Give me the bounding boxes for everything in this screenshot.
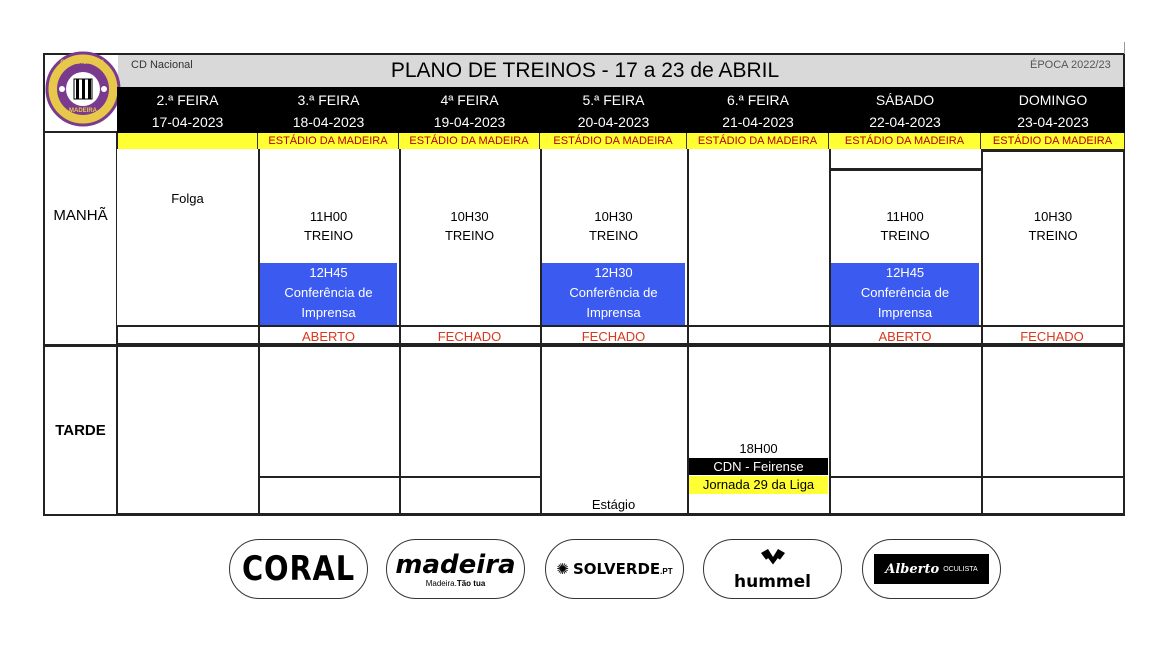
day-name: SÁBADO xyxy=(875,92,935,108)
venue-sat: ESTÁDIO DA MADEIRA xyxy=(829,133,981,149)
afternoon-bottom-line xyxy=(258,476,540,478)
press-line2: Imprensa xyxy=(586,305,641,320)
afternoon-col-line xyxy=(399,344,401,516)
day-header-wed xyxy=(399,87,540,133)
solverde-sun-icon: ✺ xyxy=(556,561,569,578)
day-name: 2.ª FEIRA xyxy=(156,92,219,108)
season-label: ÉPOCA 2022/23 xyxy=(1030,59,1111,71)
day-date: 22-04-2023 xyxy=(869,114,941,130)
status-tue: ABERTO xyxy=(258,325,401,345)
afternoon-fri-round: Jornada 29 da Liga xyxy=(689,476,828,494)
status-mon xyxy=(117,325,260,345)
day-date: 20-04-2023 xyxy=(577,114,650,130)
day-date: 17-04-2023 xyxy=(151,114,224,130)
day-header-mon xyxy=(117,87,258,133)
morning-sat-time: 11H00 xyxy=(886,209,924,224)
day-date: 23-04-2023 xyxy=(1017,114,1089,130)
afternoon-grid xyxy=(117,344,1125,516)
morning-cell-fri xyxy=(687,149,831,325)
status-sun: FECHADO xyxy=(981,325,1125,345)
solverde-logo-text: SOLVERDE xyxy=(572,560,661,578)
day-name: 6.ª FEIRA xyxy=(727,92,789,108)
press-time: 12H45 xyxy=(309,265,348,280)
sponsor-solverde xyxy=(545,539,684,599)
day-name: DOMINGO xyxy=(1018,92,1088,108)
day-date: 19-04-2023 xyxy=(433,114,506,130)
sponsor-hummel xyxy=(703,539,842,599)
afternoon-col-line xyxy=(258,344,260,516)
afternoon-label: TARDE xyxy=(55,422,106,439)
madeira-logo-text: madeira xyxy=(395,549,516,580)
morning-label: MANHÃ xyxy=(53,207,108,224)
day-header-fri xyxy=(687,87,829,133)
status-fri xyxy=(687,325,831,345)
sun-top-line xyxy=(981,149,1125,152)
venue-wed: ESTÁDIO DA MADEIRA xyxy=(399,133,540,149)
venue-mon xyxy=(117,133,258,149)
press-line1: Conferência de xyxy=(284,285,373,300)
press-time: 12H30 xyxy=(594,265,633,280)
morning-wed-label: TREINO xyxy=(444,228,495,243)
afternoon-col-line xyxy=(981,344,983,516)
afternoon-fri-time: 18H00 xyxy=(739,441,778,456)
morning-mon-text: Folga xyxy=(171,191,204,206)
press-line2: Imprensa xyxy=(877,305,933,320)
day-header-thu xyxy=(540,87,687,133)
afternoon-col-line xyxy=(540,344,542,516)
venue-tue: ESTÁDIO DA MADEIRA xyxy=(258,133,399,149)
morning-sat-label: TREINO xyxy=(880,228,930,243)
afternoon-col-line xyxy=(829,344,831,516)
morning-sun-time: 10H30 xyxy=(1033,209,1073,224)
hummel-logo-text: hummel xyxy=(734,572,811,592)
sat-top-line xyxy=(829,168,981,171)
status-thu: FECHADO xyxy=(540,325,689,345)
status-sat: ABERTO xyxy=(829,325,983,345)
period-column xyxy=(43,133,118,516)
madeira-tagline: Madeira.Tão tua xyxy=(425,578,486,588)
status-wed: FECHADO xyxy=(399,325,542,345)
afternoon-bottom-line xyxy=(829,476,1125,478)
press-thu xyxy=(542,263,685,325)
sponsor-alberto xyxy=(862,539,1001,599)
morning-tue-time: 11H00 xyxy=(309,209,348,224)
press-line2: Imprensa xyxy=(301,305,356,320)
day-date: 21-04-2023 xyxy=(722,114,794,130)
morning-thu-label: TREINO xyxy=(588,228,639,243)
press-time: 12H45 xyxy=(885,265,925,280)
afternoon-thu-text: Estágio xyxy=(591,497,636,512)
press-line1: Conferência de xyxy=(569,285,658,300)
morning-thu-time: 10H30 xyxy=(594,209,633,224)
morning-sun-label: TREINO xyxy=(1028,228,1078,243)
solverde-suffix: .PT xyxy=(660,566,673,576)
club-name: CD Nacional xyxy=(131,59,193,71)
press-tue xyxy=(260,263,397,325)
day-date: 18-04-2023 xyxy=(292,114,365,130)
afternoon-fri-match: CDN - Feirense xyxy=(689,458,828,475)
day-header-tue xyxy=(258,87,399,133)
alberto-logo-text: Alberto xyxy=(885,561,940,577)
morning-cell-mon xyxy=(117,149,260,325)
morning-wed-time: 10H30 xyxy=(450,209,489,224)
sponsor-madeira xyxy=(386,539,525,599)
alberto-suffix: OCULISTA xyxy=(943,565,978,573)
day-header-sat xyxy=(829,87,981,133)
coral-logo-text: CORAL xyxy=(241,549,356,589)
venue-fri: ESTÁDIO DA MADEIRA xyxy=(687,133,829,149)
day-name: 3.ª FEIRA xyxy=(297,92,360,108)
crest-text-top: C.D. NACIONAL xyxy=(60,60,106,66)
press-line1: Conferência de xyxy=(860,285,950,300)
page-title: PLANO DE TREINOS - 17 a 23 de ABRIL xyxy=(390,59,780,82)
sponsor-coral xyxy=(229,539,368,599)
day-name: 5.ª FEIRA xyxy=(582,92,645,108)
venue-sun: ESTÁDIO DA MADEIRA xyxy=(981,133,1125,149)
press-sat xyxy=(831,263,979,325)
crest-text-bottom: MADEIRA xyxy=(69,108,97,114)
venue-thu: ESTÁDIO DA MADEIRA xyxy=(540,133,687,149)
day-header-sun xyxy=(981,87,1125,133)
right-edge-mark xyxy=(1124,42,1125,54)
alberto-logo-box xyxy=(874,554,989,584)
morning-tue-label: TREINO xyxy=(303,228,354,243)
hummel-bee-icon xyxy=(756,547,790,573)
day-name: 4ª FEIRA xyxy=(440,92,499,108)
